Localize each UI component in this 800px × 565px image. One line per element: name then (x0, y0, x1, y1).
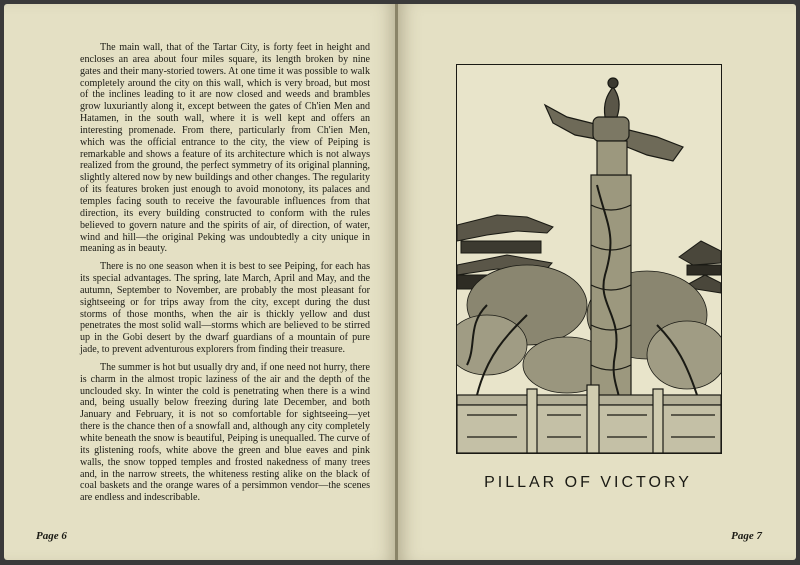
pillar-column (591, 175, 631, 415)
paragraph: The summer is hot but usually dry and, if one need not hurry, there is charm in the almost tropic laziness of the air and the depth of the unclouded sky. In winter the cold is penetrating when there is a wind and, being usually below freezing during late December, and both January and February, it is not so comfortable for sightseeing—yet there is the chance then of a snowfall and, although any city completely white beneath the snow is beautiful, Peiping is unequalled. The curve of its glistening roofs, white above the green and blue eaves and pink walls, the snow topped temples and frosted nakedness of many trees and, in the narrow streets, the whiteness resting alike on the black of coal baskets and the orange wares of a persimmon vendor—the scenes are endless and indescribable. (80, 361, 370, 504)
paragraph: The main wall, that of the Tartar City, is forty feet in height and encloses an area about four miles square, its length broken by nine gates and their many-storied towers. At one time it was possible to walk completely around the city on this wall, which is very broad, but most of the inclines leading to it are now closed and weeds and brambles grow luxuriantly along it, except between the gates of Ch'ien Men and Hatamen, in the south wall, where it is well kept and offers an interesting promenade. From there, particularly from Ch'ien Men, which was the official entrance to the city, the view of Peiping is remarkable and shows a feature of its architecture which is not always realized from the ground, the perfect symmetry of its original planning, slightly altered now by new buildings and other changes. The regularity of its features broken just enough to avoid monotony, its palaces and temples facing south to receive the favourable influences from that direction, its every building constructed to conform with the rules believed to govern nature and the spirits of air, of direction, of water, wind and hill—the original Peking was undoubtedly a city unique in meaning as in beauty. (80, 42, 370, 255)
pillar-drawing (457, 65, 721, 453)
left-page (4, 4, 396, 560)
page-number-left: Page 6 (36, 530, 67, 542)
body-text (80, 42, 370, 510)
pillar-illustration (456, 64, 722, 454)
page-number-right: Page 7 (731, 530, 762, 542)
illustration-caption: PILLAR OF VICTORY (484, 474, 692, 491)
balustrade (457, 385, 721, 453)
paragraph: There is no one season when it is best to see Peiping, for each has its special advantages. The spring, late March, April and May, and the autumn, September to November, are probably the most pleasant for sightseeing or for trips away from the city, except during the dust storms of those months, when the air is thickly yellow and dust penetrates the most solid wall—storms which are believed to be stirred up in the Gobi desert by the dwarf guardians of a mountain of pure jade, to prevent adventurous explorers from finding their treasure. (80, 261, 370, 356)
